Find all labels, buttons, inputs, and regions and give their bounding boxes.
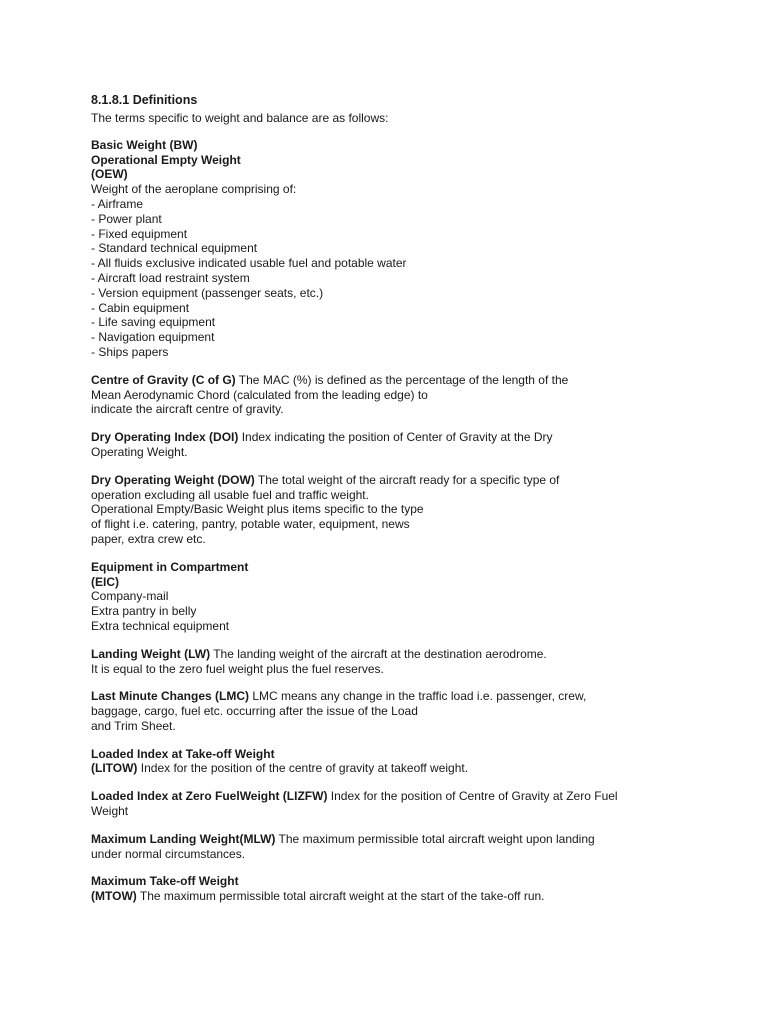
desc-line: Mean Aerodynamic Chord (calculated from the leading edge) to [91, 387, 428, 402]
desc-line: It is equal to the zero fuel weight plus the fuel reserves. [91, 661, 384, 676]
list-item: - Standard technical equipment [91, 241, 258, 256]
term-lizfw: Loaded Index at Zero FuelWeight (LIZFW) [91, 789, 328, 804]
first-line [91, 373, 731, 388]
term-dry-operating-index: Dry Operating Index (DOI) [91, 430, 239, 445]
first-line [91, 889, 731, 904]
desc-text: Index for the position of Centre of Gravity at Zero Fuel [327, 789, 618, 804]
term-line: Loaded Index at Take-off Weight [91, 746, 275, 761]
list-item: - Version equipment (passenger seats, etc.) [91, 285, 324, 300]
desc-line: Extra technical equipment [91, 618, 230, 633]
term-centre-of-gravity: Centre of Gravity (C of G) [91, 372, 236, 387]
desc-text: The total weight of the aircraft ready for a specific type of [254, 472, 560, 487]
desc-line: Operating Weight. [91, 444, 188, 459]
first-line [91, 430, 731, 445]
first-line [91, 647, 731, 662]
definition-dry-operating-weight [91, 473, 731, 547]
document-page [91, 93, 731, 917]
term-line: Maximum Take-off Weight [91, 874, 239, 889]
desc-line: baggage, cargo, fuel etc. occurring after the issue of the Load [91, 704, 418, 719]
term-litow: (LITOW) [91, 761, 138, 776]
desc-line: and Trim Sheet. [91, 718, 176, 733]
term-mlw: Maximum Landing Weight(MLW) [91, 831, 276, 846]
definition-mtow [91, 874, 731, 904]
list-item: - Aircraft load restraint system [91, 270, 250, 285]
desc-line: Weight of the aeroplane comprising of: [91, 182, 297, 197]
list-item: - Life saving equipment [91, 315, 216, 330]
term-dry-operating-weight: Dry Operating Weight (DOW) [91, 472, 255, 487]
term-basic-weight [91, 138, 731, 182]
desc-line: Weight [91, 804, 129, 819]
first-line [91, 789, 731, 804]
term-line: (OEW) [91, 167, 128, 182]
first-line [91, 689, 731, 704]
term-line: (EIC) [91, 574, 119, 589]
list-item: - Navigation equipment [91, 330, 215, 345]
desc-line: Company-mail [91, 589, 169, 604]
list-item: - Cabin equipment [91, 300, 190, 315]
first-line [91, 473, 731, 488]
list-item: - Fixed equipment [91, 226, 188, 241]
definition-mlw [91, 832, 731, 862]
desc-text: The MAC (%) is defined as the percentage of the length of the [235, 372, 569, 387]
first-line [91, 832, 731, 847]
list-item: - Power plant [91, 211, 162, 226]
term-last-minute-changes: Last Minute Changes (LMC) [91, 689, 249, 704]
desc-line: paper, extra crew etc. [91, 531, 206, 546]
list-item: - All fluids exclusive indicated usable fuel and potable water [91, 256, 407, 271]
desc-text: The maximum permissible total aircraft weight upon landing [275, 831, 595, 846]
definition-lizfw [91, 789, 731, 819]
list-item: - Airframe [91, 196, 144, 211]
term-equipment-in-compartment [91, 560, 731, 590]
term-line: Basic Weight (BW) [91, 137, 198, 152]
desc-text: Index indicating the position of Center of Gravity at the Dry [238, 430, 553, 445]
definition-centre-of-gravity [91, 373, 731, 417]
term-line: Equipment in Compartment [91, 559, 249, 574]
desc-line: under normal circumstances. [91, 846, 246, 861]
definition-dry-operating-index [91, 430, 731, 460]
term-landing-weight: Landing Weight (LW) [91, 646, 211, 661]
list-item: - Ships papers [91, 344, 169, 359]
desc-line: Extra pantry in belly [91, 604, 197, 619]
first-line [91, 761, 731, 776]
desc-line: of flight i.e. catering, pantry, potable water, equipment, news [91, 517, 410, 532]
desc-text: The landing weight of the aircraft at the destination aerodrome. [210, 646, 547, 661]
definition-equipment-in-compartment [91, 560, 731, 634]
term-line: Operational Empty Weight [91, 152, 241, 167]
definition-last-minute-changes [91, 689, 731, 733]
definition-basic-weight [91, 138, 731, 360]
desc-text: Index for the position of the centre of gravity at takeoff weight. [137, 761, 469, 776]
desc-text: The maximum permissible total aircraft weight at the start of the take-off run. [136, 889, 545, 904]
term-mtow: (MTOW) [91, 889, 137, 904]
section-heading: 8.1.8.1 Definitions [91, 93, 198, 107]
definition-landing-weight [91, 647, 731, 677]
definition-litow [91, 747, 731, 777]
intro-text: The terms specific to weight and balance are as follows: [91, 111, 389, 125]
desc-text: LMC means any change in the traffic load i.e. passenger, crew, [249, 689, 587, 704]
desc-line: operation excluding all usable fuel and traffic weight. [91, 487, 369, 502]
desc-line: indicate the aircraft centre of gravity. [91, 402, 284, 417]
desc-line: Operational Empty/Basic Weight plus items specific to the type [91, 502, 424, 517]
